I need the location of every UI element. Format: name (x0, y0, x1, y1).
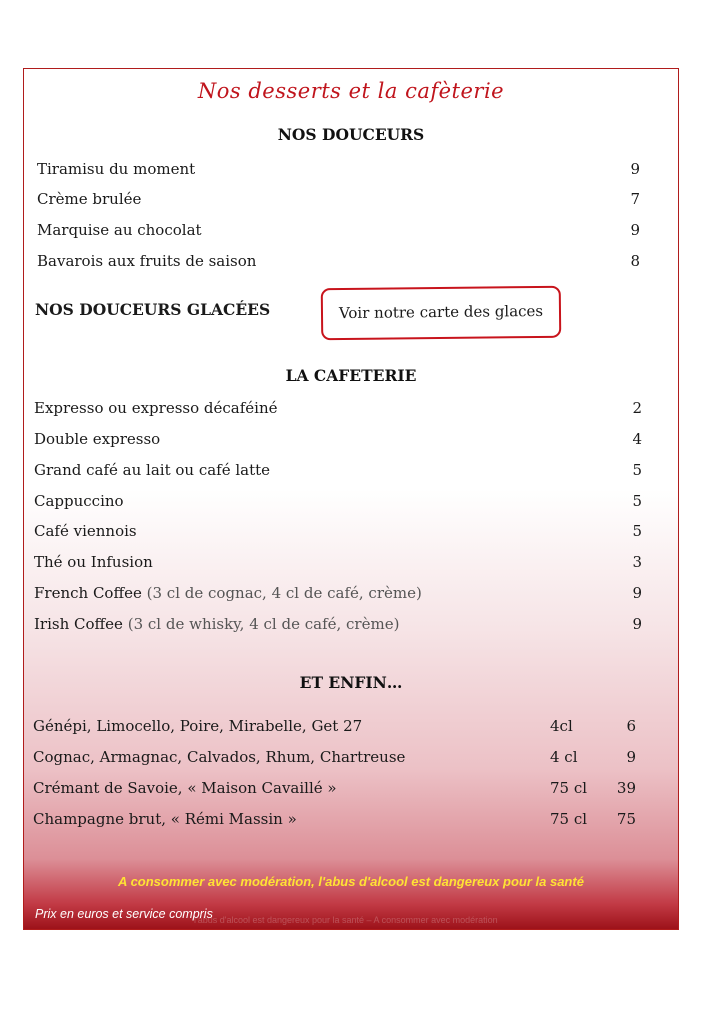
menu-item (37, 221, 640, 243)
menu-item (34, 399, 642, 421)
menu-item (33, 748, 636, 770)
item-name: Grand café au lait ou café latte (34, 461, 271, 479)
item-name: Crème brulée (37, 190, 142, 208)
item-price: 8 (630, 252, 640, 270)
menu-item (37, 190, 640, 212)
item-name: Expresso ou expresso décaféiné (34, 399, 278, 417)
item-volume: 4cl (550, 717, 573, 735)
item-price: 39 (616, 779, 636, 797)
item-name: Cappuccino (34, 492, 124, 510)
section-heading-cafeterie: LA CAFETERIE (285, 366, 417, 385)
item-title: Irish Coffee (34, 615, 123, 633)
item-price: 9 (626, 748, 636, 766)
item-volume: 75 cl (550, 779, 588, 797)
menu-item (34, 461, 642, 483)
item-volume: 75 cl (550, 810, 588, 828)
menu-item (34, 522, 642, 544)
ice-cream-menu-link-label: Voir notre carte des glaces (338, 301, 544, 323)
item-name: Cognac, Armagnac, Calvados, Rhum, Chartreuse (33, 748, 406, 766)
menu-item (37, 252, 640, 274)
menu-card (23, 68, 679, 930)
item-name: Crémant de Savoie, « Maison Cavaillé » (33, 779, 337, 797)
item-price: 5 (632, 492, 642, 510)
item-name (34, 615, 399, 633)
item-price: 5 (632, 522, 642, 540)
menu-item (33, 810, 636, 832)
item-price: 75 (616, 810, 636, 828)
item-name: Champagne brut, « Rémi Massin » (33, 810, 297, 828)
item-note: (3 cl de whisky, 4 cl de café, crème) (122, 615, 400, 633)
menu-item (34, 584, 642, 606)
item-price: 3 (632, 553, 642, 571)
section-heading-douceurs: NOS DOUCEURS (277, 125, 425, 144)
item-name: Marquise au chocolat (37, 221, 202, 239)
item-price: 2 (632, 399, 642, 417)
item-price: 9 (632, 584, 642, 602)
alcohol-warning: A consommer avec modération, l'abus d'alcool est dangereux pour la santé (118, 874, 584, 889)
item-note: (3 cl de cognac, 4 cl de café, crème) (141, 584, 422, 602)
item-price: 9 (630, 160, 640, 178)
item-price: 9 (632, 615, 642, 633)
menu-item (34, 492, 642, 514)
item-title: French Coffee (34, 584, 142, 602)
item-volume: 4 cl (550, 748, 578, 766)
item-name (34, 584, 422, 602)
item-name: Café viennois (34, 522, 137, 540)
menu-item (34, 615, 642, 637)
menu-title: Nos desserts et la cafèterie (197, 79, 505, 103)
item-name: Double expresso (34, 430, 161, 448)
item-name: Bavarois aux fruits de saison (37, 252, 257, 270)
menu-item (34, 430, 642, 452)
section-heading-glacees: NOS DOUCEURS GLACÉES (35, 300, 271, 319)
item-price: 7 (630, 190, 640, 208)
item-name: Thé ou Infusion (34, 553, 153, 571)
item-price: 5 (632, 461, 642, 479)
ice-cream-menu-link[interactable] (321, 286, 562, 341)
section-heading-enfin: ET ENFIN… (299, 673, 403, 692)
item-price: 9 (630, 221, 640, 239)
menu-item (34, 553, 642, 575)
item-price: 6 (626, 717, 636, 735)
item-name: Tiramisu du moment (37, 160, 196, 178)
ghost-warning-text: l'abus d'alcool est dangereux pour la santé – A consommer avec modération (194, 915, 498, 925)
prices-note: Prix en euros et service compris (35, 907, 213, 921)
menu-item (33, 717, 636, 739)
item-price: 4 (632, 430, 642, 448)
item-name: Génépi, Limocello, Poire, Mirabelle, Get 27 (33, 717, 363, 735)
menu-item (33, 779, 636, 801)
menu-item (37, 160, 640, 182)
